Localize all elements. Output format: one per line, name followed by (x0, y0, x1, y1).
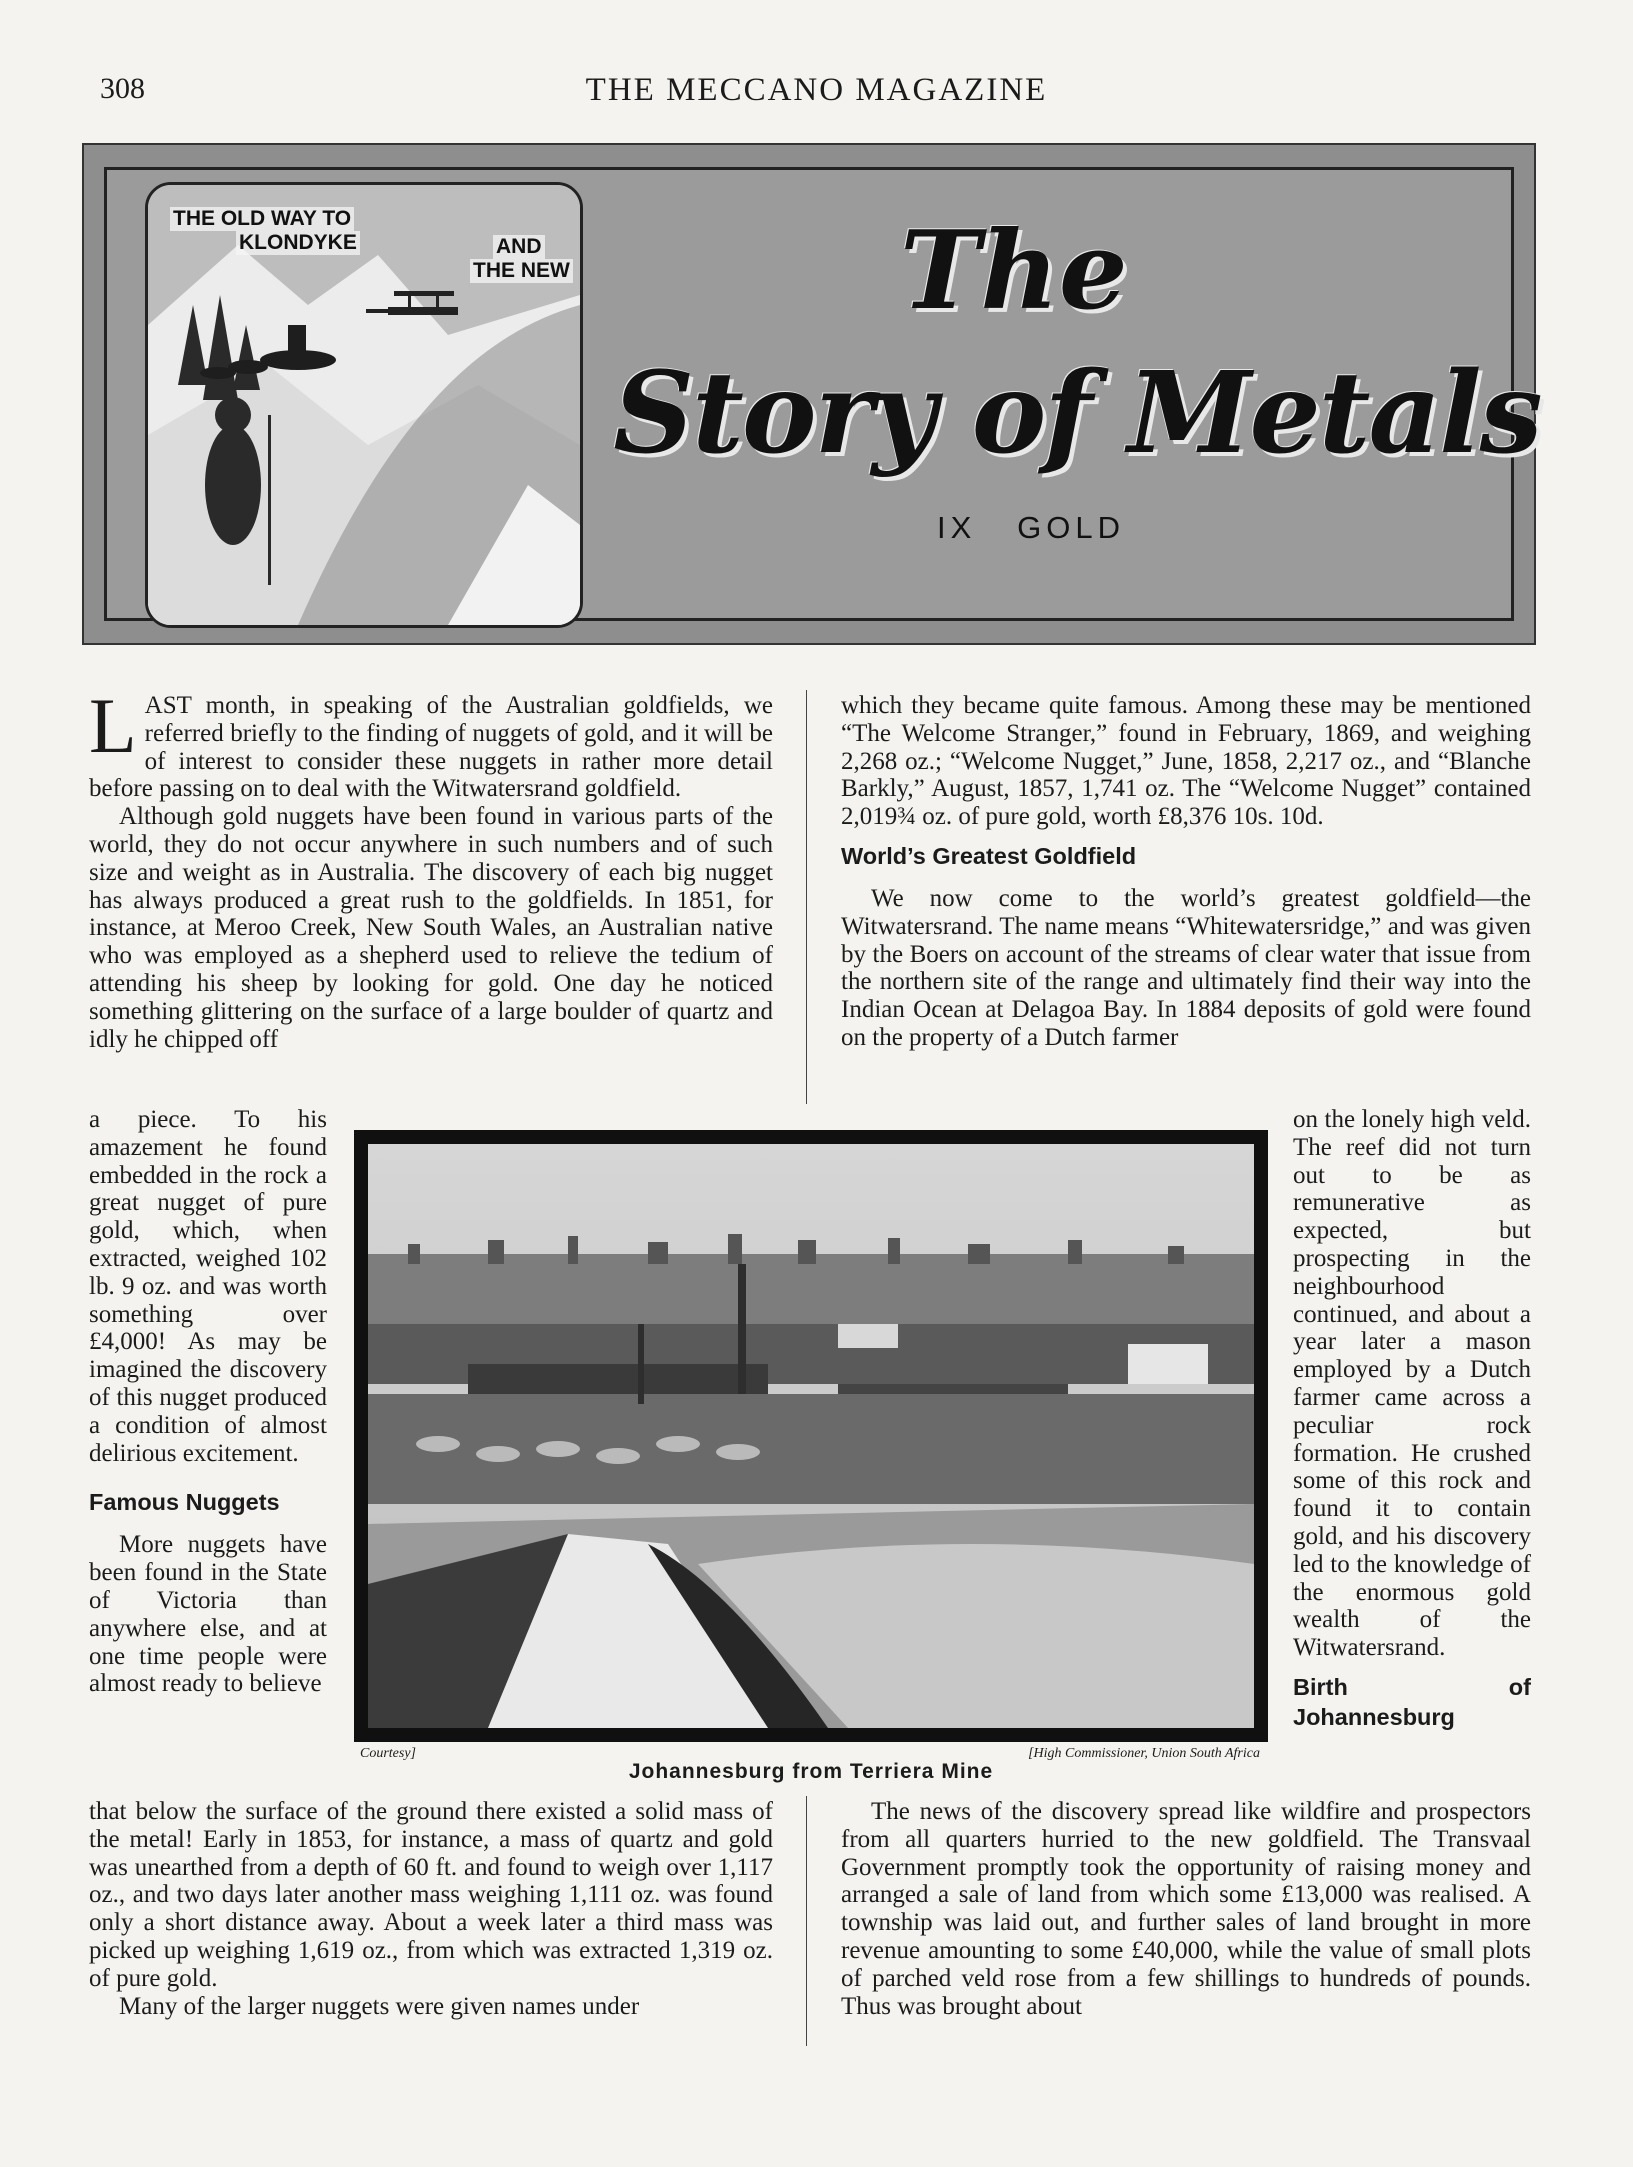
banner-title-the: The (900, 208, 1128, 334)
illustration-caption-4: THE NEW (470, 259, 573, 283)
running-title: THE MECCANO MAGAZINE (585, 72, 1048, 108)
heading-worlds-greatest-goldfield: World’s Greatest Goldfield (841, 842, 1137, 869)
col2-para-1: which they became quite famous. Among these may be mentioned “The Welcome Stranger,” found in February, 1869, and weighing 2,268 oz.; “Welcome Nugget,” June, 1858, 2,217 oz., and “Blanche Barkly,” August, 1857, 1,741 oz. The “Welcome Nugget” contained 2,019¾ oz. of pure gold, worth £8,376 10s. 10d. (841, 692, 1531, 831)
drop-cap: L (89, 682, 137, 769)
photo-credit-right: [High Commissioner, Union South Africa (1028, 1746, 1260, 1761)
illustration-caption-3: AND (493, 235, 545, 259)
illustration-caption-2: KLONDYKE (236, 231, 360, 255)
johannesburg-photo-art (368, 1144, 1254, 1728)
page-number: 308 (100, 72, 145, 105)
col2-upper (841, 692, 1531, 1052)
col2-lower (841, 1798, 1531, 2020)
title-banner (82, 143, 1541, 645)
banner-title-main: Story of Metals (613, 348, 1541, 479)
col1-upper (89, 682, 773, 1053)
col1-para-2: Although gold nuggets have been found in various parts of the world, they do not occur anywhere in such numbers and of such size and weight as in Australia. The discovery of each big nugget has always produced a great rush to the goldfields. In 1851, for instance, at Meroo Creek, New South Wales, an Australian native who was employed as a shepherd used to relieve the tedium of attending his sheep by looking for gold. One day he noticed something glittering on the surface of a large boulder of quartz and idly he chipped off (89, 803, 773, 1053)
col2-para-2-cont: on the lonely high veld. The reef did not turn out to be as remunerative as expected, but prospecting in the neighbourhood continued, and about a year later a mason employed by a Dutch farmer came across a peculiar rock formation. He crushed some of this rock and found it to contain gold, and his discovery led to the knowledge of the enormous gold wealth of the Witwatersrand. (1293, 1106, 1531, 1662)
banner-subtitle: IX GOLD (937, 510, 1125, 545)
photo-caption: Johannesburg from Terriera Mine (628, 1760, 994, 1783)
column-rule-bottom (806, 1796, 807, 2046)
johannesburg-photo (368, 1144, 1254, 1728)
photo-frame (354, 1130, 1268, 1742)
heading-birth-of-johannesburg: Birth of Johannesburg (1293, 1673, 1531, 1730)
col2-narrow (1293, 1106, 1531, 1732)
illustration-caption-1: THE OLD WAY TO (170, 207, 354, 231)
col1-para-2-cont: a piece. To his amazement he found embedded in the rock a great nugget of pure gold, which, when extracted, weighed 102 lb. 9 oz. and was worth something over £4,000! As may be imagined the discovery of this nugget produced a condition of almost delirious excitement. (89, 1106, 327, 1467)
heading-famous-nuggets: Famous Nuggets (89, 1489, 280, 1516)
col1-para-4: Many of the larger nuggets were given names under (119, 1992, 640, 2020)
col1-para-3-rest: that below the surface of the ground there existed a solid mass of the metal! Early in 1853, for instance, a mass of quartz and gold was unearthed from a depth of 60 ft. and found to weigh over 1,117 oz., and two days later another mass weighing 1,111 oz. was found only a short distance away. About a week later a third mass was picked up weighing 1,619 oz., from which was extracted 1,319 oz. of pure gold. (89, 1798, 773, 1992)
column-rule-top (806, 690, 807, 1104)
col2-para-2: We now come to the world’s greatest goldfield—the Witwatersrand. The name means “Whitewatersridge,” and was given by the Boers on account of the streams of clear water that issue from the northern site of the range and ultimately find their way into the Indian Ocean at Delagoa Bay. In 1884 deposits of gold were found on the property of a Dutch farmer (841, 884, 1531, 1051)
col1-narrow (89, 1106, 327, 1698)
banner-frame (104, 167, 1541, 621)
col1-para-1: AST month, in speaking of the Australian goldfields, we referred briefly to the finding of nuggets of gold, and it will be of interest to consider these nuggets in rather more detail before passing on to deal with the Witwatersrand goldfield. (89, 692, 773, 803)
col1-para-3-start: More nuggets have been found in the State of Victoria than anywhere else, and at one time people were almost ready to believe (89, 1531, 327, 1698)
col2-para-3: The news of the discovery spread like wildfire and prospectors from all quarters hurried to the new goldfield. The Transvaal Government promptly took the opportunity of raising money and arranged a sale of land from which some £13,000 was realised. A township was laid out, and further sales of land brought in more revenue amounting to some £40,000, while the value of small plots of parched veld rose from a few shillings to hundreds of pounds. Thus was brought about (841, 1798, 1531, 2020)
photo-credit-left: Courtesy] (360, 1746, 416, 1761)
col1-lower (89, 1798, 773, 2020)
klondyke-illustration (145, 182, 583, 628)
